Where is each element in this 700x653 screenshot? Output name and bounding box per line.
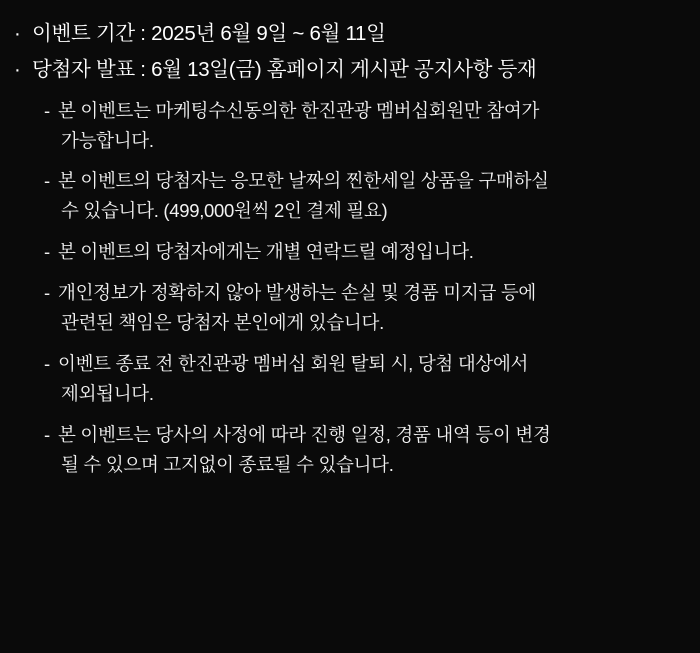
list-item <box>14 18 686 50</box>
term-line-1: 본 이벤트의 당첨자에게는 개별 연락드릴 예정입니다. <box>58 241 474 263</box>
dash-icon: - <box>44 241 50 263</box>
list-item <box>44 349 686 409</box>
bullet-icon: · <box>14 57 21 81</box>
bullet-icon: · <box>14 22 21 45</box>
list-item <box>14 54 686 86</box>
term-line-1: 이벤트 종료 전 한진관광 멤버십 회원 탈퇴 시, 당첨 대상에서 <box>58 353 529 375</box>
term-line-1: 본 이벤트의 당첨자는 응모한 날짜의 찐한세일 상품을 구매하실 <box>58 170 549 192</box>
dash-icon: - <box>44 170 50 192</box>
dash-icon: - <box>44 353 50 375</box>
dash-icon: - <box>44 282 50 304</box>
event-terms-list <box>14 96 686 481</box>
event-summary-list <box>14 18 686 86</box>
term-text <box>58 96 686 156</box>
term-line-2: 수 있습니다. (499,000원씩 2인 결제 필요) <box>61 200 388 222</box>
term-line-2: 관련된 책임은 당첨자 본인에게 있습니다. <box>61 312 384 334</box>
term-text <box>58 237 686 267</box>
list-item <box>44 278 686 338</box>
winner-announcement-text: 당첨자 발표 : 6월 13일(금) 홈페이지 게시판 공지사항 등재 <box>32 57 537 81</box>
term-line-1: 본 이벤트는 마케팅수신동의한 한진관광 멤버십회원만 참여가 <box>58 99 540 121</box>
term-text <box>58 420 686 480</box>
term-line-2: 가능합니다. <box>61 129 154 151</box>
list-item <box>44 96 686 156</box>
term-line-2: 될 수 있으며 고지없이 종료될 수 있습니다. <box>61 454 394 476</box>
dash-icon: - <box>44 99 50 121</box>
list-item <box>44 166 686 226</box>
list-item <box>44 237 686 267</box>
event-period-text: 이벤트 기간 : 2025년 6월 9일 ~ 6월 11일 <box>32 22 386 45</box>
term-text <box>58 166 686 226</box>
term-line-2: 제외됩니다. <box>61 383 154 405</box>
term-text <box>58 278 686 338</box>
term-text <box>58 349 686 409</box>
dash-icon: - <box>44 424 50 446</box>
list-item <box>44 420 686 480</box>
term-line-1: 본 이벤트는 당사의 사정에 따라 진행 일정, 경품 내역 등이 변경 <box>58 424 551 446</box>
term-line-1: 개인정보가 정확하지 않아 발생하는 손실 및 경품 미지급 등에 <box>58 282 536 304</box>
